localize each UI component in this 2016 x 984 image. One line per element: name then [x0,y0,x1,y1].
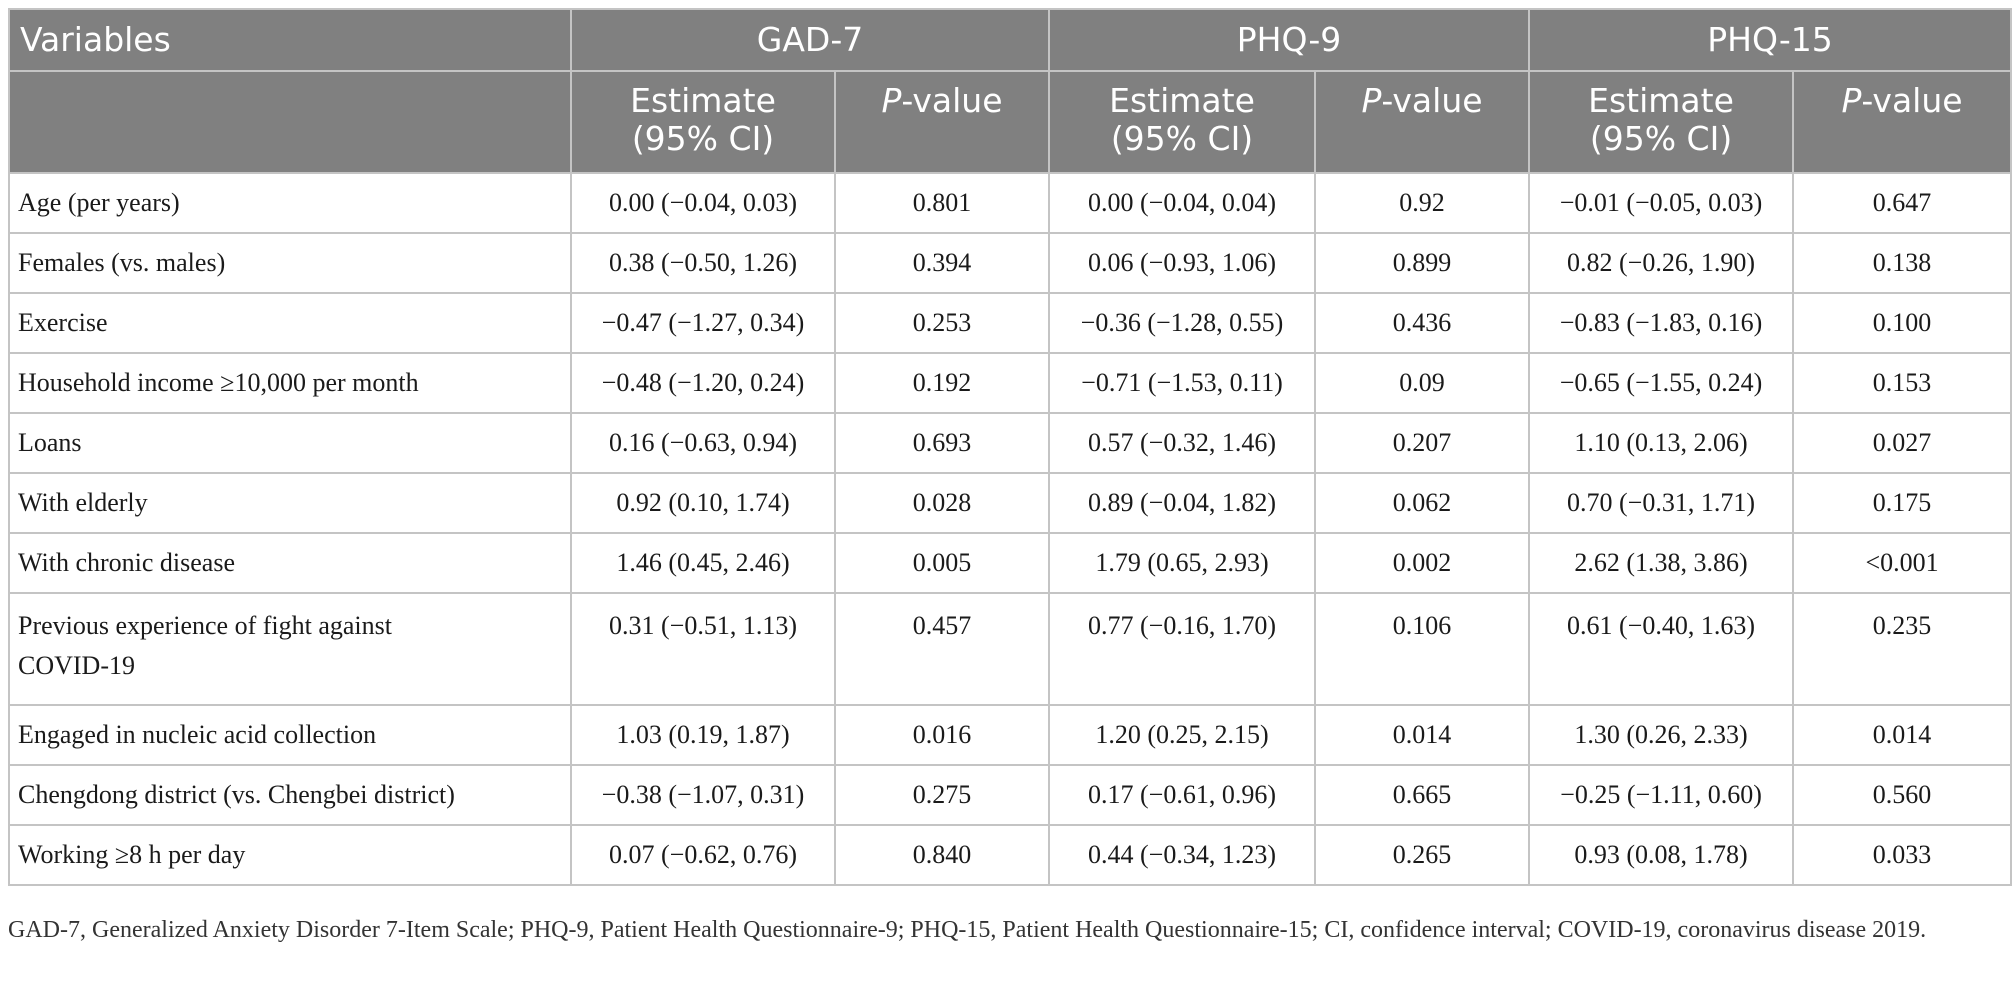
table-row [9,413,2011,473]
phq15-estimate-cell: 0.61 (−0.40, 1.63) [1529,593,1793,705]
phq15-pvalue-cell: 0.175 [1793,473,2011,533]
gad7-pvalue-cell: 0.840 [835,825,1049,885]
phq9-estimate-cell: −0.71 (−1.53, 0.11) [1049,353,1315,413]
gad7-estimate-cell: 0.31 (−0.51, 1.13) [571,593,835,705]
table-row [9,353,2011,413]
header-variables: Variables [9,9,571,71]
phq15-estimate-cell: −0.65 (−1.55, 0.24) [1529,353,1793,413]
gad7-estimate-cell: 0.16 (−0.63, 0.94) [571,413,835,473]
table-row [9,293,2011,353]
table-row [9,173,2011,233]
gad7-pvalue-cell: 0.394 [835,233,1049,293]
variable-line-1: Previous experience of fight against [18,611,392,640]
gad7-pvalue-cell: 0.457 [835,593,1049,705]
phq15-estimate-cell: −0.83 (−1.83, 0.16) [1529,293,1793,353]
ci-label: (95% CI) [631,119,775,158]
phq15-pvalue-cell: 0.033 [1793,825,2011,885]
gad7-estimate-cell: 0.38 (−0.50, 1.26) [571,233,835,293]
phq15-estimate-cell: 0.70 (−0.31, 1.71) [1529,473,1793,533]
gad7-pvalue-cell: 0.253 [835,293,1049,353]
phq9-estimate-cell: 1.20 (0.25, 2.15) [1049,705,1315,765]
phq15-pvalue-cell: 0.100 [1793,293,2011,353]
variable-cell: Exercise [9,293,571,353]
gad7-pvalue-cell: 0.028 [835,473,1049,533]
phq15-estimate-cell: 0.93 (0.08, 1.78) [1529,825,1793,885]
variable-cell: Engaged in nucleic acid collection [9,705,571,765]
table-row [9,593,2011,705]
variable-cell: Females (vs. males) [9,233,571,293]
ci-label: (95% CI) [1110,119,1254,158]
pvalue-suffix: -value [901,81,1003,120]
variable-cell: Working ≥8 h per day [9,825,571,885]
table-row [9,825,2011,885]
variable-cell: Chengdong district (vs. Chengbei district) [9,765,571,825]
phq9-pvalue-cell: 0.106 [1315,593,1529,705]
phq15-pvalue-cell: 0.014 [1793,705,2011,765]
header-row-subcolumns [9,71,2011,173]
phq9-estimate-cell: 0.17 (−0.61, 0.96) [1049,765,1315,825]
table-row [9,473,2011,533]
header-phq9: PHQ-9 [1049,9,1529,71]
variable-line-2: COVID-19 [18,651,135,680]
phq15-pvalue-cell: 0.235 [1793,593,2011,705]
header-estimate [1529,71,1793,173]
gad7-pvalue-cell: 0.275 [835,765,1049,825]
phq9-pvalue-cell: 0.09 [1315,353,1529,413]
gad7-pvalue-cell: 0.005 [835,533,1049,593]
gad7-pvalue-cell: 0.016 [835,705,1049,765]
phq9-estimate-cell: 0.89 (−0.04, 1.82) [1049,473,1315,533]
pvalue-suffix: -value [1861,81,1963,120]
gad7-estimate-cell: 0.00 (−0.04, 0.03) [571,173,835,233]
header-empty [9,71,571,173]
phq9-pvalue-cell: 0.002 [1315,533,1529,593]
phq15-pvalue-cell: 0.027 [1793,413,2011,473]
variable-cell: With chronic disease [9,533,571,593]
header-phq15: PHQ-15 [1529,9,2011,71]
table-row [9,765,2011,825]
phq9-estimate-cell: 0.77 (−0.16, 1.70) [1049,593,1315,705]
phq9-pvalue-cell: 0.265 [1315,825,1529,885]
gad7-estimate-cell: −0.48 (−1.20, 0.24) [571,353,835,413]
phq9-estimate-cell: 0.06 (−0.93, 1.06) [1049,233,1315,293]
header-estimate [571,71,835,173]
p-italic: P [1841,81,1862,120]
phq9-pvalue-cell: 0.436 [1315,293,1529,353]
phq15-estimate-cell: 1.30 (0.26, 2.33) [1529,705,1793,765]
phq9-pvalue-cell: 0.899 [1315,233,1529,293]
header-row-groups [9,9,2011,71]
regression-table [8,8,2012,886]
phq15-estimate-cell: 0.82 (−0.26, 1.90) [1529,233,1793,293]
gad7-pvalue-cell: 0.192 [835,353,1049,413]
phq9-pvalue-cell: 0.92 [1315,173,1529,233]
estimate-label: Estimate [1588,81,1734,120]
phq9-pvalue-cell: 0.014 [1315,705,1529,765]
header-pvalue [1315,71,1529,173]
phq15-estimate-cell: 2.62 (1.38, 3.86) [1529,533,1793,593]
header-estimate [1049,71,1315,173]
phq15-pvalue-cell: 0.647 [1793,173,2011,233]
phq9-estimate-cell: 1.79 (0.65, 2.93) [1049,533,1315,593]
gad7-pvalue-cell: 0.693 [835,413,1049,473]
phq9-estimate-cell: −0.36 (−1.28, 0.55) [1049,293,1315,353]
phq15-pvalue-cell: 0.153 [1793,353,2011,413]
gad7-estimate-cell: 0.07 (−0.62, 0.76) [571,825,835,885]
regression-table-container [8,8,2010,886]
header-gad7: GAD-7 [571,9,1049,71]
phq9-estimate-cell: 0.44 (−0.34, 1.23) [1049,825,1315,885]
header-pvalue [835,71,1049,173]
gad7-estimate-cell: −0.38 (−1.07, 0.31) [571,765,835,825]
header-pvalue [1793,71,2011,173]
variable-cell: Household income ≥10,000 per month [9,353,571,413]
gad7-estimate-cell: −0.47 (−1.27, 0.34) [571,293,835,353]
estimate-label: Estimate [630,81,776,120]
table-row [9,533,2011,593]
phq15-estimate-cell: 1.10 (0.13, 2.06) [1529,413,1793,473]
table-row [9,705,2011,765]
ci-label: (95% CI) [1589,119,1733,158]
pvalue-suffix: -value [1381,81,1483,120]
phq9-estimate-cell: 0.57 (−0.32, 1.46) [1049,413,1315,473]
variable-cell: Age (per years) [9,173,571,233]
p-italic: P [881,81,902,120]
gad7-estimate-cell: 1.03 (0.19, 1.87) [571,705,835,765]
phq15-pvalue-cell: 0.138 [1793,233,2011,293]
phq9-pvalue-cell: 0.207 [1315,413,1529,473]
phq15-pvalue-cell: 0.560 [1793,765,2011,825]
phq9-estimate-cell: 0.00 (−0.04, 0.04) [1049,173,1315,233]
gad7-estimate-cell: 0.92 (0.10, 1.74) [571,473,835,533]
variable-cell: With elderly [9,473,571,533]
phq15-estimate-cell: −0.25 (−1.11, 0.60) [1529,765,1793,825]
gad7-pvalue-cell: 0.801 [835,173,1049,233]
estimate-label: Estimate [1109,81,1255,120]
variable-cell [9,593,571,705]
p-italic: P [1361,81,1382,120]
variable-cell: Loans [9,413,571,473]
phq9-pvalue-cell: 0.062 [1315,473,1529,533]
phq15-estimate-cell: −0.01 (−0.05, 0.03) [1529,173,1793,233]
gad7-estimate-cell: 1.46 (0.45, 2.46) [571,533,835,593]
table-row [9,233,2011,293]
phq9-pvalue-cell: 0.665 [1315,765,1529,825]
phq15-pvalue-cell: <0.001 [1793,533,2011,593]
table-footnote: GAD-7, Generalized Anxiety Disorder 7-Item Scale; PHQ-9, Patient Health Questionnaire-9; PHQ-15, Patient Health Questionnaire-15; CI, confidence interval; COVID-19, coronavirus disease 2019. [8,917,1927,943]
